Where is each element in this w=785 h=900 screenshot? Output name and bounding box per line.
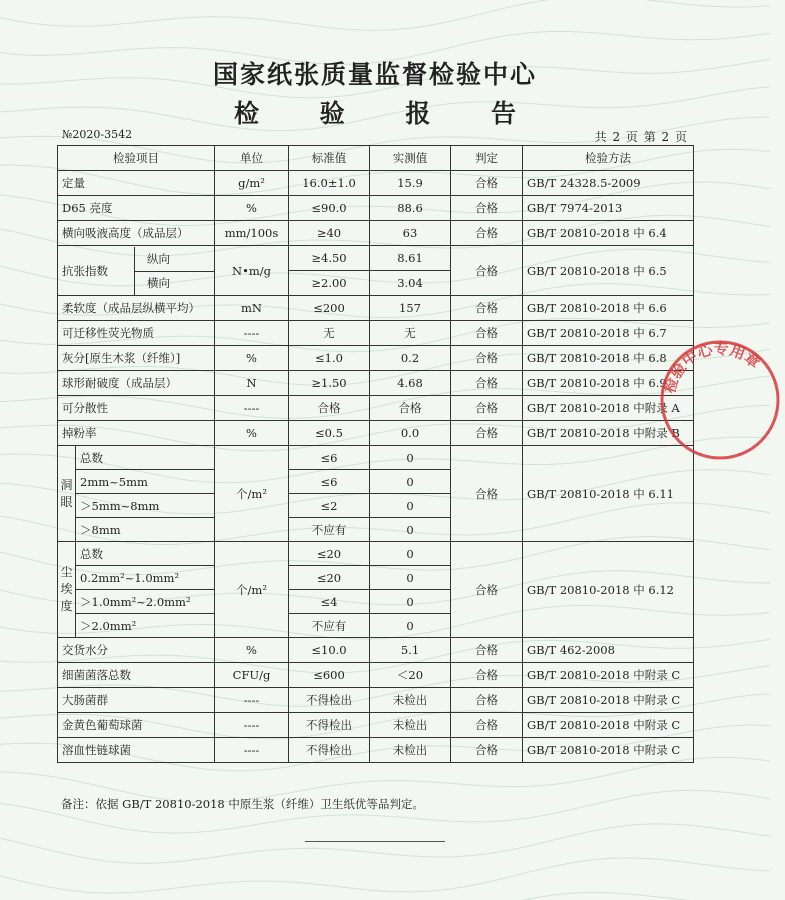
sub-measured: 0 [370,446,451,470]
sub-item: ＞1.0mm²~2.0mm² [76,590,215,614]
sub-item: 总数 [76,542,215,566]
row-judgement: 合格 [451,421,523,446]
row-item: 横向吸液高度（成品层） [58,221,215,246]
row-standard: ≤600 [289,663,370,688]
sub-item: 总数 [76,446,215,470]
row-method: GB/T 24328.5-2009 [523,171,694,196]
document-title: 检 验 报 告 [233,99,543,128]
row-item: 定量 [58,171,215,196]
tensile-label: 抗张指数 [58,247,135,295]
row-item: 细菌菌落总数 [58,663,215,688]
sub-measured: 0 [370,590,451,614]
table-row [58,221,694,246]
tensile-std-md: ≥4.50 [289,246,370,271]
row-standard: ≤200 [289,296,370,321]
row-unit: g/m² [215,171,289,196]
row-method: GB/T 462-2008 [523,638,694,663]
row-method: GB/T 20810-2018 中 6.4 [523,221,694,246]
row-item: 大肠菌群 [58,688,215,713]
sub-measured: 0 [370,614,451,638]
row-unit: % [215,421,289,446]
row-unit: ---- [215,396,289,421]
row-measured: 无 [370,321,451,346]
row-item: 交货水分 [58,638,215,663]
row-item: 柔软度（成品层纵横平均） [58,296,215,321]
row-method: GB/T 7974-2013 [523,196,694,221]
table-row [58,321,694,346]
pattern-line [0,824,770,863]
header-standard: 标准值 [289,146,370,171]
row-unit: mm/100s [215,221,289,246]
row-measured: 5.1 [370,638,451,663]
row-item: 灰分[原生木浆（纤维）] [58,346,215,371]
row-measured: 未检出 [370,738,451,763]
header-item: 检验项目 [58,146,215,171]
row-unit: mN [215,296,289,321]
sub-standard: ≤2 [289,494,370,518]
row-judgement: 合格 [451,688,523,713]
row-measured: 合格 [370,396,451,421]
table-row [58,638,694,663]
row-method: GB/T 20810-2018 中 6.6 [523,296,694,321]
table-row [58,371,694,396]
header-unit: 单位 [215,146,289,171]
row-measured: 0.2 [370,346,451,371]
row-standard: 不得检出 [289,713,370,738]
row-judgement: 合格 [451,396,523,421]
sub-item: ＞2.0mm² [76,614,215,638]
sub-measured: 0 [370,542,451,566]
table-row [58,542,694,566]
row-measured: 15.9 [370,171,451,196]
pattern-line [0,858,770,893]
table-row [58,246,694,271]
sub-item: 0.2mm²~1.0mm² [76,566,215,590]
row-standard: 不得检出 [289,688,370,713]
row-item: 可迁移性荧光物质 [58,321,215,346]
table-row [58,296,694,321]
tensile-sub-md: 纵向 [135,247,214,272]
seal-text: 检验中心专用章 [660,339,764,396]
tensile-unit: N•m/g [215,246,289,296]
sub-item: 2mm~5mm [76,470,215,494]
row-measured: 未检出 [370,713,451,738]
sub-standard: ≤6 [289,446,370,470]
tensile-judgement: 合格 [451,246,523,296]
group-unit: 个/m² [215,446,289,542]
row-judgement: 合格 [451,221,523,246]
row-method: GB/T 20810-2018 中附录 C [523,663,694,688]
row-judgement: 合格 [451,638,523,663]
row-method: GB/T 20810-2018 中 6.8 [523,346,694,371]
row-measured: ＜20 [370,663,451,688]
row-judgement: 合格 [451,346,523,371]
table-row [58,396,694,421]
row-unit: ---- [215,688,289,713]
group-judgement: 合格 [451,542,523,638]
row-standard: ≤10.0 [289,638,370,663]
table-row [58,738,694,763]
row-standard: 合格 [289,396,370,421]
sub-standard: ≤20 [289,566,370,590]
row-standard: 16.0±1.0 [289,171,370,196]
row-item: 可分散性 [58,396,215,421]
table-row [58,663,694,688]
table-header-row [58,146,694,171]
tensile-val-md: 8.61 [370,246,451,271]
row-method: GB/T 20810-2018 中附录 B [523,421,694,446]
organization-title: 国家纸张质量监督检验中心 [212,60,537,89]
row-item: 溶血性链球菌 [58,738,215,763]
row-method: GB/T 20810-2018 中附录 C [523,713,694,738]
table-row [58,713,694,738]
row-unit: % [215,638,289,663]
sub-measured: 0 [370,518,451,542]
sub-item: ＞8mm [76,518,215,542]
row-measured: 157 [370,296,451,321]
row-measured: 4.68 [370,371,451,396]
tensile-val-cd: 3.04 [370,271,451,296]
row-item: 球形耐破度（成品层） [58,371,215,396]
sub-standard: ≤6 [289,470,370,494]
report-number: №2020-3542 [62,128,133,141]
tensile-sub-cd: 横向 [147,275,170,290]
group-label-holes: 洞眼 [58,446,76,542]
tensile-std-cd: ≥2.00 [289,271,370,296]
row-standard: ≤0.5 [289,421,370,446]
row-item: 金黄色葡萄球菌 [58,713,215,738]
pattern-line [0,892,770,900]
row-judgement: 合格 [451,713,523,738]
row-judgement: 合格 [451,296,523,321]
row-unit: N [215,371,289,396]
group-judgement: 合格 [451,446,523,542]
row-judgement: 合格 [451,738,523,763]
row-measured: 0.0 [370,421,451,446]
group-label-dust: 尘埃度 [58,542,76,638]
pattern-line [0,0,770,30]
row-measured: 63 [370,221,451,246]
sub-measured: 0 [370,470,451,494]
header-method: 检验方法 [523,146,694,171]
row-measured: 未检出 [370,688,451,713]
row-unit: CFU/g [215,663,289,688]
sub-standard: 不应有 [289,518,370,542]
row-unit: % [215,196,289,221]
sub-standard: ≤4 [289,590,370,614]
row-standard: ≤1.0 [289,346,370,371]
inspection-results-table [57,145,694,763]
table-row [58,688,694,713]
group-unit: 个/m² [215,542,289,638]
row-judgement: 合格 [451,321,523,346]
row-method: GB/T 20810-2018 中附录 A [523,396,694,421]
row-item: D65 亮度 [58,196,215,221]
row-judgement: 合格 [451,663,523,688]
remarks: 备注：依据 GB/T 20810-2018 中原生浆（纤维）卫生纸优等品判定。 [61,797,424,811]
header-measured: 实测值 [370,146,451,171]
row-standard: ≥40 [289,221,370,246]
row-method: GB/T 20810-2018 中附录 C [523,688,694,713]
row-unit: ---- [215,321,289,346]
table-row [58,421,694,446]
sub-item: ＞5mm~8mm [76,494,215,518]
row-unit: % [215,346,289,371]
row-measured: 88.6 [370,196,451,221]
sub-standard: ≤20 [289,542,370,566]
row-judgement: 合格 [451,171,523,196]
row-method: GB/T 20810-2018 中 6.7 [523,321,694,346]
tensile-cell [58,246,215,296]
row-unit: ---- [215,738,289,763]
table-row [58,196,694,221]
table-row [58,346,694,371]
sub-measured: 0 [370,566,451,590]
sub-measured: 0 [370,494,451,518]
row-standard: 不得检出 [289,738,370,763]
tensile-method: GB/T 20810-2018 中 6.5 [523,246,694,296]
row-unit: ---- [215,713,289,738]
row-standard: ≤90.0 [289,196,370,221]
row-standard: ≥1.50 [289,371,370,396]
signature-line [305,841,445,842]
table-row [58,171,694,196]
page-indicator: 共 2 页 第 2 页 [594,130,688,144]
group-method: GB/T 20810-2018 中 6.11 [523,446,694,542]
header-judgement: 判定 [451,146,523,171]
row-method: GB/T 20810-2018 中附录 C [523,738,694,763]
row-standard: 无 [289,321,370,346]
row-method: GB/T 20810-2018 中 6.9 [523,371,694,396]
table-row [58,446,694,470]
row-judgement: 合格 [451,371,523,396]
row-judgement: 合格 [451,196,523,221]
sub-standard: 不应有 [289,614,370,638]
group-method: GB/T 20810-2018 中 6.12 [523,542,694,638]
row-item: 掉粉率 [58,421,215,446]
